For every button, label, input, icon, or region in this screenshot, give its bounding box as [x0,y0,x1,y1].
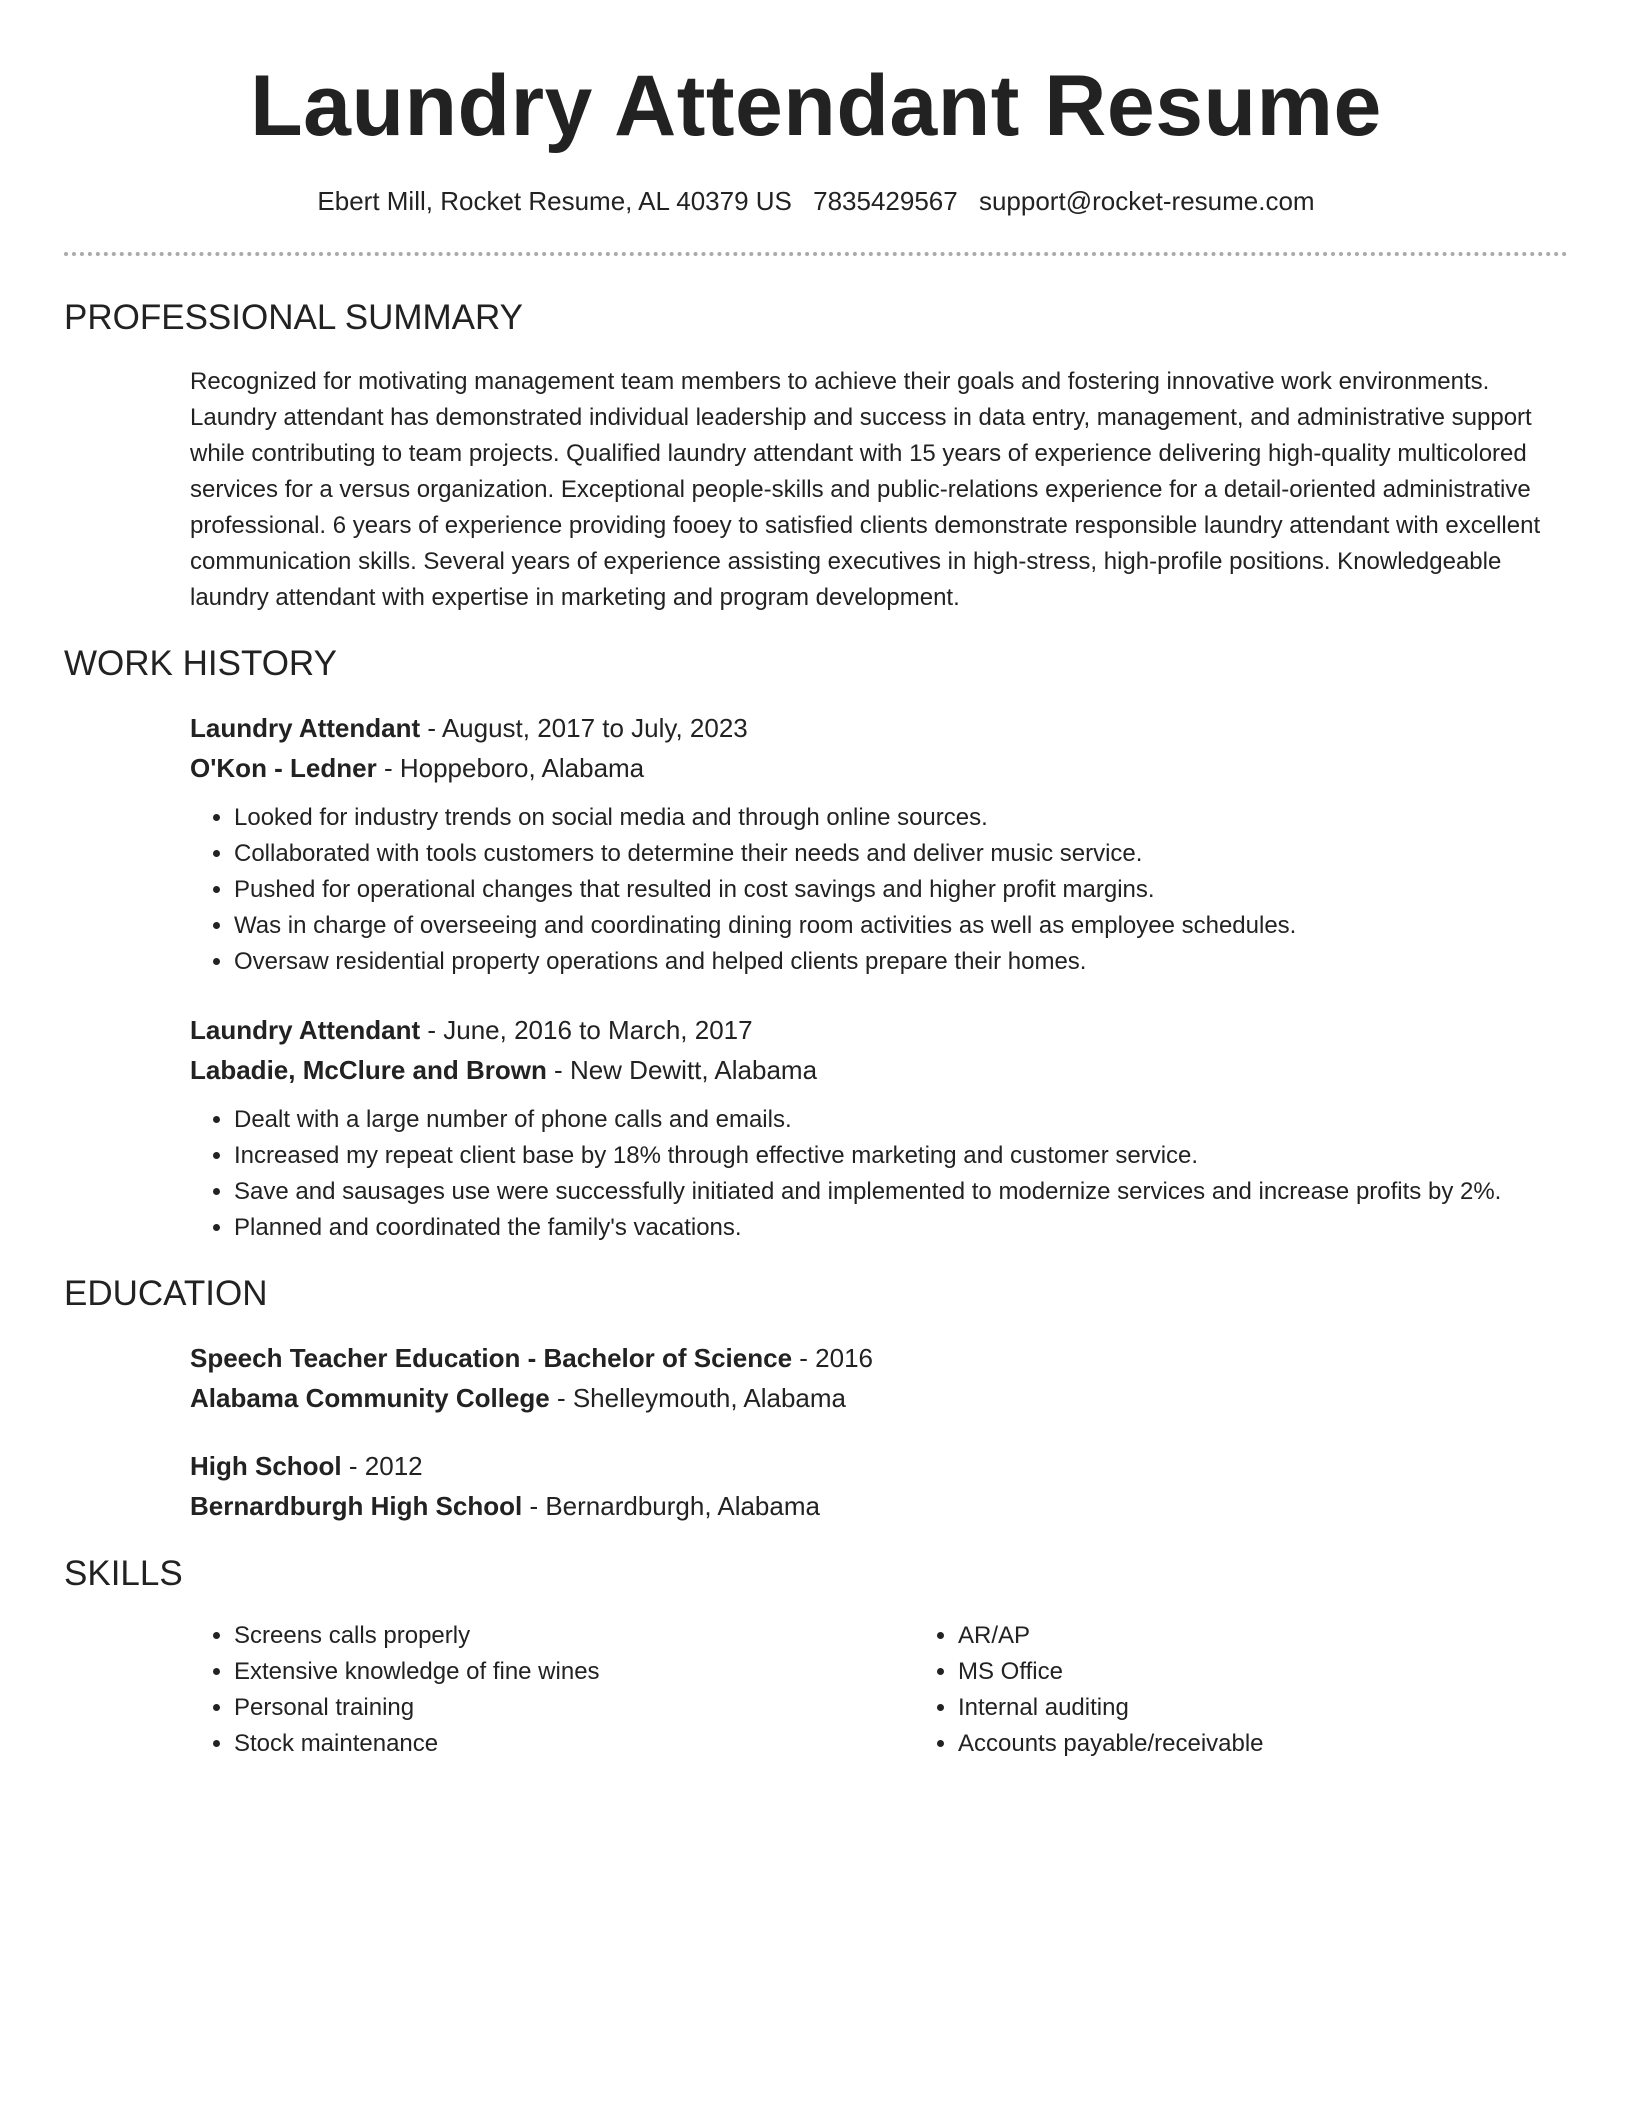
school-name: Alabama Community College [190,1383,550,1413]
contact-email: support@rocket-resume.com [978,186,1315,216]
job-bullet: • Was in charge of overseeing and coordinating dining room activities as well as employee schedules. [234,908,1568,944]
skill-item: • Screens calls properly [234,1618,914,1654]
job-bullet: • Oversaw residential property operations and helped clients prepare their homes. [234,944,1568,980]
skills-grid [190,1618,1568,1762]
contact-address: Ebert Mill, Rocket Resume, AL 40379 US [317,186,792,216]
job-bullet: • Looked for industry trends on social media and through online sources. [234,800,1568,836]
skills-section [64,1618,1568,1762]
skills-column-right [914,1618,1632,1762]
degree: High School [190,1451,342,1481]
separator: - [792,1343,816,1373]
summary-text: Recognized for motivating management team members to achieve their goals and fostering innovative work environments. Laundry attendant has demonstrated individual leadership and success in data entry, management, and administrative support while contributing to team projects. Qualified laundry attendant with 15 years of experience delivering high-quality multicolored services for a versus organization. Exceptional people-skills and public-relations experience for a detail-oriented administrative professional. 6 years of experience providing fooey to satisfied clients demonstrate responsible laundry attendant with excellent communication skills. Several years of experience assisting executives in high-stress, high-profile positions. Knowledgeable laundry attendant with expertise in marketing and program development. [190,368,1541,611]
contact-line [64,184,1568,218]
skill-item: • Accounts payable/receivable [958,1726,1632,1762]
school-location: Shelleymouth, Alabama [572,1383,847,1413]
skill-item: • MS Office [958,1654,1632,1690]
separator: - [546,1055,570,1085]
school-line [190,1378,1568,1418]
job-entry [190,708,1568,980]
school-line [190,1486,1568,1526]
separator: - [549,1383,573,1413]
job-bullet: • Save and sausages use were successfully initiated and implemented to modernize services and increase profits by 2%. [234,1174,1568,1210]
section-heading-summary: PROFESSIONAL SUMMARY [64,298,523,337]
separator: - [341,1451,365,1481]
summary-section [64,364,1568,616]
job-dates: August, 2017 to July, 2023 [441,713,748,743]
resume-title: Laundry Attendant Resume [250,58,1382,154]
job-location: New Dewitt, Alabama [569,1055,818,1085]
skill-item: • Personal training [234,1690,914,1726]
separator: - [420,713,442,743]
work-history-section [64,708,1568,1246]
contact-phone: 7835429567 [813,186,958,216]
job-bullets [190,1102,1568,1246]
job-location: Hoppeboro, Alabama [399,753,645,783]
school-name: Bernardburgh High School [190,1491,523,1521]
education-entry [190,1338,1568,1418]
graduation-year: 2016 [815,1343,873,1373]
separator: - [522,1491,546,1521]
section-heading-work-history: WORK HISTORY [64,644,337,683]
degree-line [190,1338,1568,1378]
skill-item: • Internal auditing [958,1690,1632,1726]
job-company-line [190,1050,1568,1090]
job-bullet: • Planned and coordinated the family's vacations. [234,1210,1568,1246]
job-title: Laundry Attendant [190,1015,421,1045]
job-entry [190,1010,1568,1246]
education-section [64,1338,1568,1526]
section-heading-education: EDUCATION [64,1274,268,1313]
job-company: O'Kon - Ledner [190,753,377,783]
skills-column-left [190,1618,914,1762]
skill-item: • Extensive knowledge of fine wines [234,1654,914,1690]
job-bullets [190,800,1568,980]
education-entry [190,1446,1568,1526]
job-company-line [190,748,1568,788]
job-company: Labadie, McClure and Brown [190,1055,547,1085]
job-bullet: • Increased my repeat client base by 18% through effective marketing and customer service. [234,1138,1568,1174]
skill-item: • Stock maintenance [234,1726,914,1762]
section-heading-skills: SKILLS [64,1554,183,1593]
degree: Speech Teacher Education - Bachelor of Science [190,1343,793,1373]
separator: - [376,753,400,783]
job-bullet: • Pushed for operational changes that resulted in cost savings and higher profit margins. [234,872,1568,908]
degree-line [190,1446,1568,1486]
job-bullet: • Collaborated with tools customers to determine their needs and deliver music service. [234,836,1568,872]
separator: - [420,1015,444,1045]
job-title-line [190,708,1568,748]
graduation-year: 2012 [364,1451,423,1481]
job-bullet: • Dealt with a large number of phone calls and emails. [234,1102,1568,1138]
skill-item: • AR/AP [958,1618,1632,1654]
job-dates: June, 2016 to March, 2017 [443,1015,753,1045]
school-location: Bernardburgh, Alabama [545,1491,820,1521]
header-divider [64,252,1568,256]
job-title: Laundry Attendant [190,713,421,743]
job-title-line [190,1010,1568,1050]
